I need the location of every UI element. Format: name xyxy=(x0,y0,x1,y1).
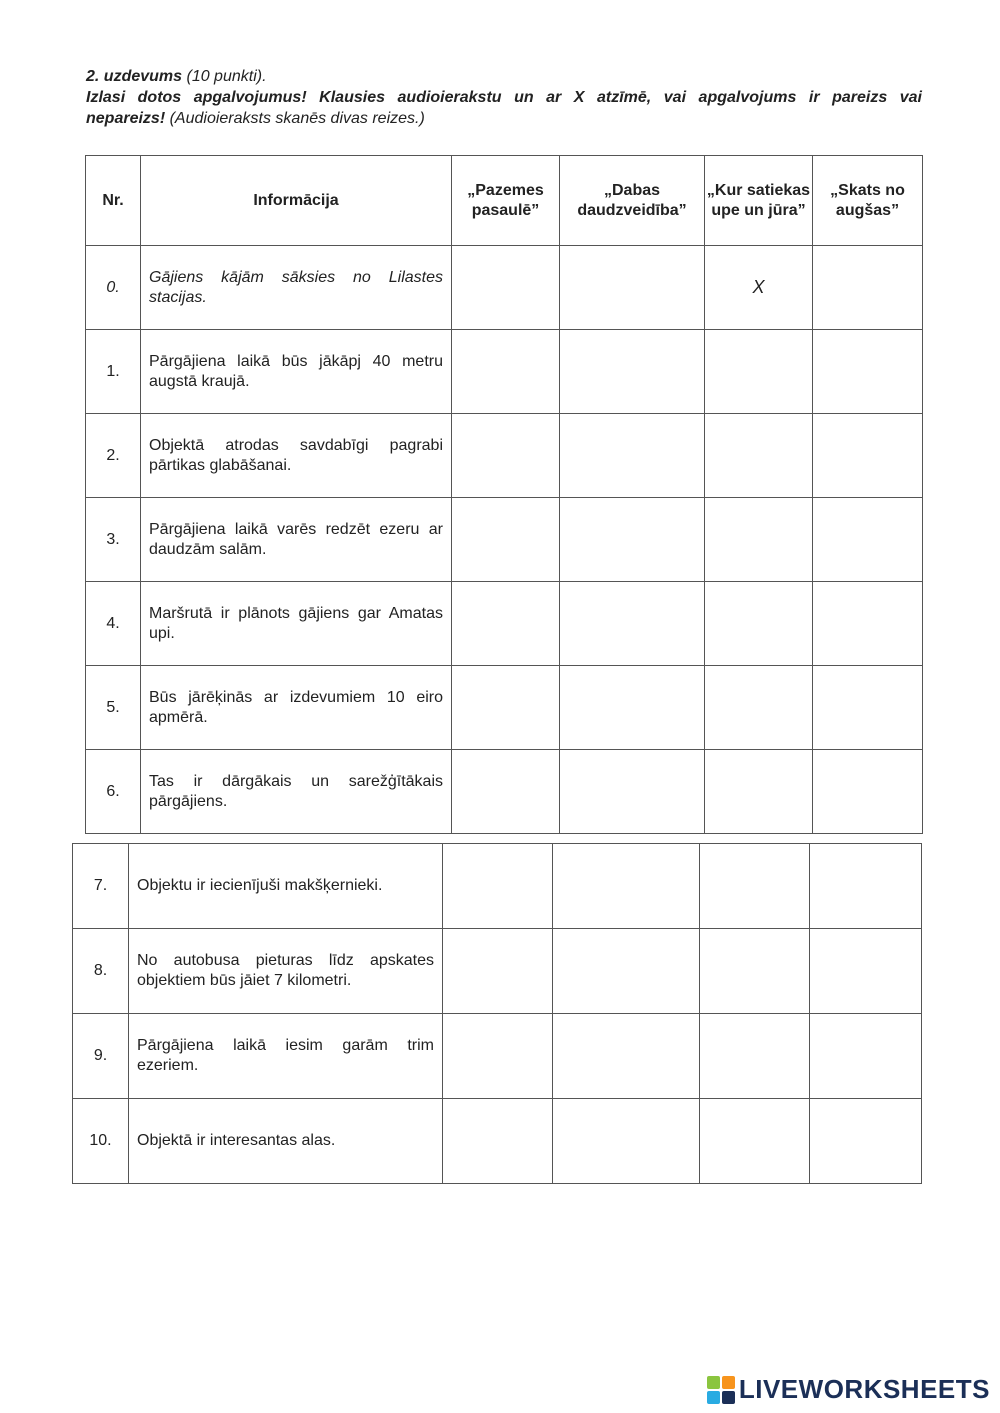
answer-cell-dabas-daudzveidiba[interactable] xyxy=(560,498,705,582)
statement-text: Tas ir dārgākais un sarežģītākais pārgājiens. xyxy=(141,750,452,834)
answer-cell-pazemes-pasaule[interactable] xyxy=(452,498,560,582)
row-number: 10. xyxy=(73,1099,129,1184)
row-number: 1. xyxy=(86,330,141,414)
table-row xyxy=(86,666,923,750)
answer-cell-kur-satiekas[interactable] xyxy=(705,330,813,414)
header-kur-satiekas: „Kur satiekas upe un jūra” xyxy=(705,156,813,246)
answer-cell-skats-no-augsas[interactable] xyxy=(813,330,923,414)
task-title: 2. uzdevums xyxy=(86,68,183,85)
header-info: Informācija xyxy=(141,156,452,246)
table-row xyxy=(86,498,923,582)
table-row xyxy=(73,929,922,1014)
answer-cell-kur-satiekas[interactable] xyxy=(700,844,810,929)
row-number: 2. xyxy=(86,414,141,498)
answer-cell-pazemes-pasaule[interactable] xyxy=(443,1099,553,1184)
statement-text: No autobusa pieturas līdz apskates objektiem būs jāiet 7 kilometri. xyxy=(129,929,443,1014)
task-points: (10 punkti). xyxy=(186,68,267,85)
answer-cell-skats-no-augsas[interactable] xyxy=(813,246,923,330)
liveworksheets-logo-icon xyxy=(707,1376,735,1404)
header-skats-no-augsas: „Skats no augšas” xyxy=(813,156,923,246)
answer-cell-pazemes-pasaule[interactable] xyxy=(452,582,560,666)
answer-cell-kur-satiekas[interactable] xyxy=(705,582,813,666)
answer-cell-kur-satiekas[interactable] xyxy=(705,666,813,750)
statement-text: Objektu ir iecienījuši makšķernieki. xyxy=(129,844,443,929)
row-number: 4. xyxy=(86,582,141,666)
answer-cell-skats-no-augsas[interactable] xyxy=(810,844,922,929)
answer-cell-kur-satiekas[interactable] xyxy=(705,498,813,582)
row-number: 3. xyxy=(86,498,141,582)
statement-text: Maršrutā ir plānots gājiens gar Amatas upi. xyxy=(141,582,452,666)
answer-cell-skats-no-augsas[interactable] xyxy=(813,666,923,750)
answer-cell-dabas-daudzveidiba[interactable] xyxy=(553,1014,700,1099)
table-row xyxy=(86,330,923,414)
answer-cell-skats-no-augsas[interactable] xyxy=(813,582,923,666)
task-instruction-end: nepareizs! xyxy=(86,110,166,127)
answer-cell-pazemes-pasaule[interactable] xyxy=(443,844,553,929)
statement-text: Pārgājiena laikā iesim garām trim ezeriem. xyxy=(129,1014,443,1099)
brand-name: LIVEWORKSHEETS xyxy=(738,1374,990,1404)
table-row xyxy=(86,246,923,330)
statement-text: Objektā atrodas savdabīgi pagrabi pārtikas glabāšanai. xyxy=(141,414,452,498)
answer-cell-pazemes-pasaule[interactable] xyxy=(452,246,560,330)
answer-cell-dabas-daudzveidiba[interactable] xyxy=(560,246,705,330)
table-row xyxy=(73,844,922,929)
header-nr: Nr. xyxy=(86,156,141,246)
answer-cell-skats-no-augsas[interactable] xyxy=(810,929,922,1014)
answer-cell-pazemes-pasaule[interactable] xyxy=(452,414,560,498)
task-instruction: Izlasi dotos apgalvojumus! Klausies audioierakstu un ar X atzīmē, vai apgalvojums ir pareizs vai xyxy=(86,89,922,106)
table-row xyxy=(86,414,923,498)
answer-cell-pazemes-pasaule[interactable] xyxy=(452,330,560,414)
task-title-line xyxy=(86,66,922,87)
row-number: 9. xyxy=(73,1014,129,1099)
task-header xyxy=(86,66,922,129)
answer-cell-skats-no-augsas[interactable] xyxy=(810,1099,922,1184)
statement-text: Pārgājiena laikā varēs redzēt ezeru ar daudzām salām. xyxy=(141,498,452,582)
answer-cell-dabas-daudzveidiba[interactable] xyxy=(553,1099,700,1184)
answer-table-part-1 xyxy=(85,155,923,834)
statement-text: Pārgājiena laikā būs jākāpj 40 metru augstā kraujā. xyxy=(141,330,452,414)
statement-text: Gājiens kājām sāksies no Lilastes stacijas. xyxy=(141,246,452,330)
answer-cell-kur-satiekas[interactable] xyxy=(700,929,810,1014)
answer-cell-dabas-daudzveidiba[interactable] xyxy=(560,414,705,498)
answer-cell-kur-satiekas[interactable] xyxy=(705,750,813,834)
answer-cell-pazemes-pasaule[interactable] xyxy=(443,1014,553,1099)
table-row xyxy=(86,750,923,834)
row-number: 6. xyxy=(86,750,141,834)
answer-cell-dabas-daudzveidiba[interactable] xyxy=(553,929,700,1014)
row-number: 5. xyxy=(86,666,141,750)
table-row xyxy=(73,1014,922,1099)
row-number: 7. xyxy=(73,844,129,929)
answer-cell-skats-no-augsas[interactable] xyxy=(813,750,923,834)
audio-note: (Audioieraksts skanēs divas reizes.) xyxy=(169,110,425,127)
answer-cell-kur-satiekas[interactable] xyxy=(700,1099,810,1184)
answer-cell-dabas-daudzveidiba[interactable] xyxy=(560,750,705,834)
answer-cell-pazemes-pasaule[interactable] xyxy=(452,750,560,834)
statement-text: Objektā ir interesantas alas. xyxy=(129,1099,443,1184)
task-instruction-end-line xyxy=(86,108,922,129)
answer-cell-skats-no-augsas[interactable] xyxy=(813,414,923,498)
answer-cell-pazemes-pasaule[interactable] xyxy=(443,929,553,1014)
header-dabas-daudzveidiba: „Dabas daudzveidība” xyxy=(560,156,705,246)
header-pazemes-pasaule: „Pazemes pasaulē” xyxy=(452,156,560,246)
row-number: 0. xyxy=(86,246,141,330)
answer-cell-kur-satiekas[interactable] xyxy=(705,414,813,498)
answer-cell-dabas-daudzveidiba[interactable] xyxy=(560,582,705,666)
answer-cell-kur-satiekas[interactable]: X xyxy=(705,246,813,330)
statement-text: Būs jārēķinās ar izdevumiem 10 eiro apmērā. xyxy=(141,666,452,750)
answer-cell-skats-no-augsas[interactable] xyxy=(810,1014,922,1099)
answer-cell-dabas-daudzveidiba[interactable] xyxy=(560,666,705,750)
answer-cell-skats-no-augsas[interactable] xyxy=(813,498,923,582)
answer-cell-pazemes-pasaule[interactable] xyxy=(452,666,560,750)
liveworksheets-logo xyxy=(707,1374,990,1405)
table-header-row xyxy=(86,156,923,246)
answer-cell-kur-satiekas[interactable] xyxy=(700,1014,810,1099)
answer-cell-dabas-daudzveidiba[interactable] xyxy=(553,844,700,929)
row-number: 8. xyxy=(73,929,129,1014)
table-row xyxy=(73,1099,922,1184)
table-row xyxy=(86,582,923,666)
answer-cell-dabas-daudzveidiba[interactable] xyxy=(560,330,705,414)
answer-table-part-2 xyxy=(72,843,922,1184)
